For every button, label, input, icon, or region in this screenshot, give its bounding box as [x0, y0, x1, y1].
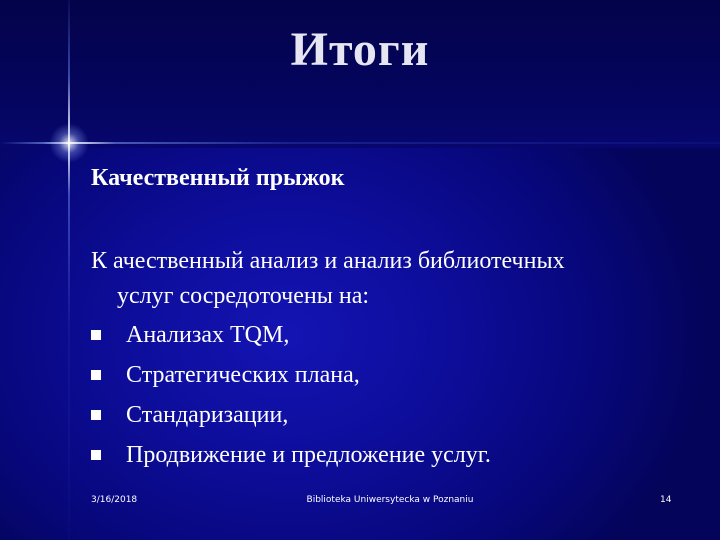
bullet-text: Стратегических плана,	[126, 362, 360, 388]
bullet-text: Продвижение и предложение услуг.	[126, 442, 491, 468]
bullet-text: Анализах TQM,	[126, 322, 290, 348]
square-bullet-icon	[91, 410, 101, 420]
slide-title: Итоги	[290, 23, 430, 76]
sparkle-line-vertical	[68, 0, 70, 540]
square-bullet-icon	[91, 370, 101, 380]
list-item	[91, 315, 491, 355]
lead-paragraph	[91, 244, 691, 314]
lead-line-1: К ачественный анализ и анализ библиотечных	[91, 248, 565, 274]
bullet-text: Стандаризации,	[126, 402, 289, 428]
slide-subtitle: Качественный прыжок	[91, 165, 345, 191]
footer-institution: Biblioteka Uniwersytecka w Poznaniu	[306, 495, 474, 505]
bullet-list	[91, 315, 491, 475]
square-bullet-icon	[91, 330, 101, 340]
footer-page-number: 14	[660, 495, 672, 505]
sparkle-star-icon	[49, 123, 89, 163]
list-item	[91, 395, 491, 435]
list-item	[91, 435, 491, 475]
square-bullet-icon	[91, 450, 101, 460]
lead-line-2: услуг сосредоточены на:	[117, 283, 370, 309]
footer-date: 3/16/2018	[91, 495, 138, 505]
list-item	[91, 355, 491, 395]
sparkle-line-horizontal	[0, 142, 720, 144]
